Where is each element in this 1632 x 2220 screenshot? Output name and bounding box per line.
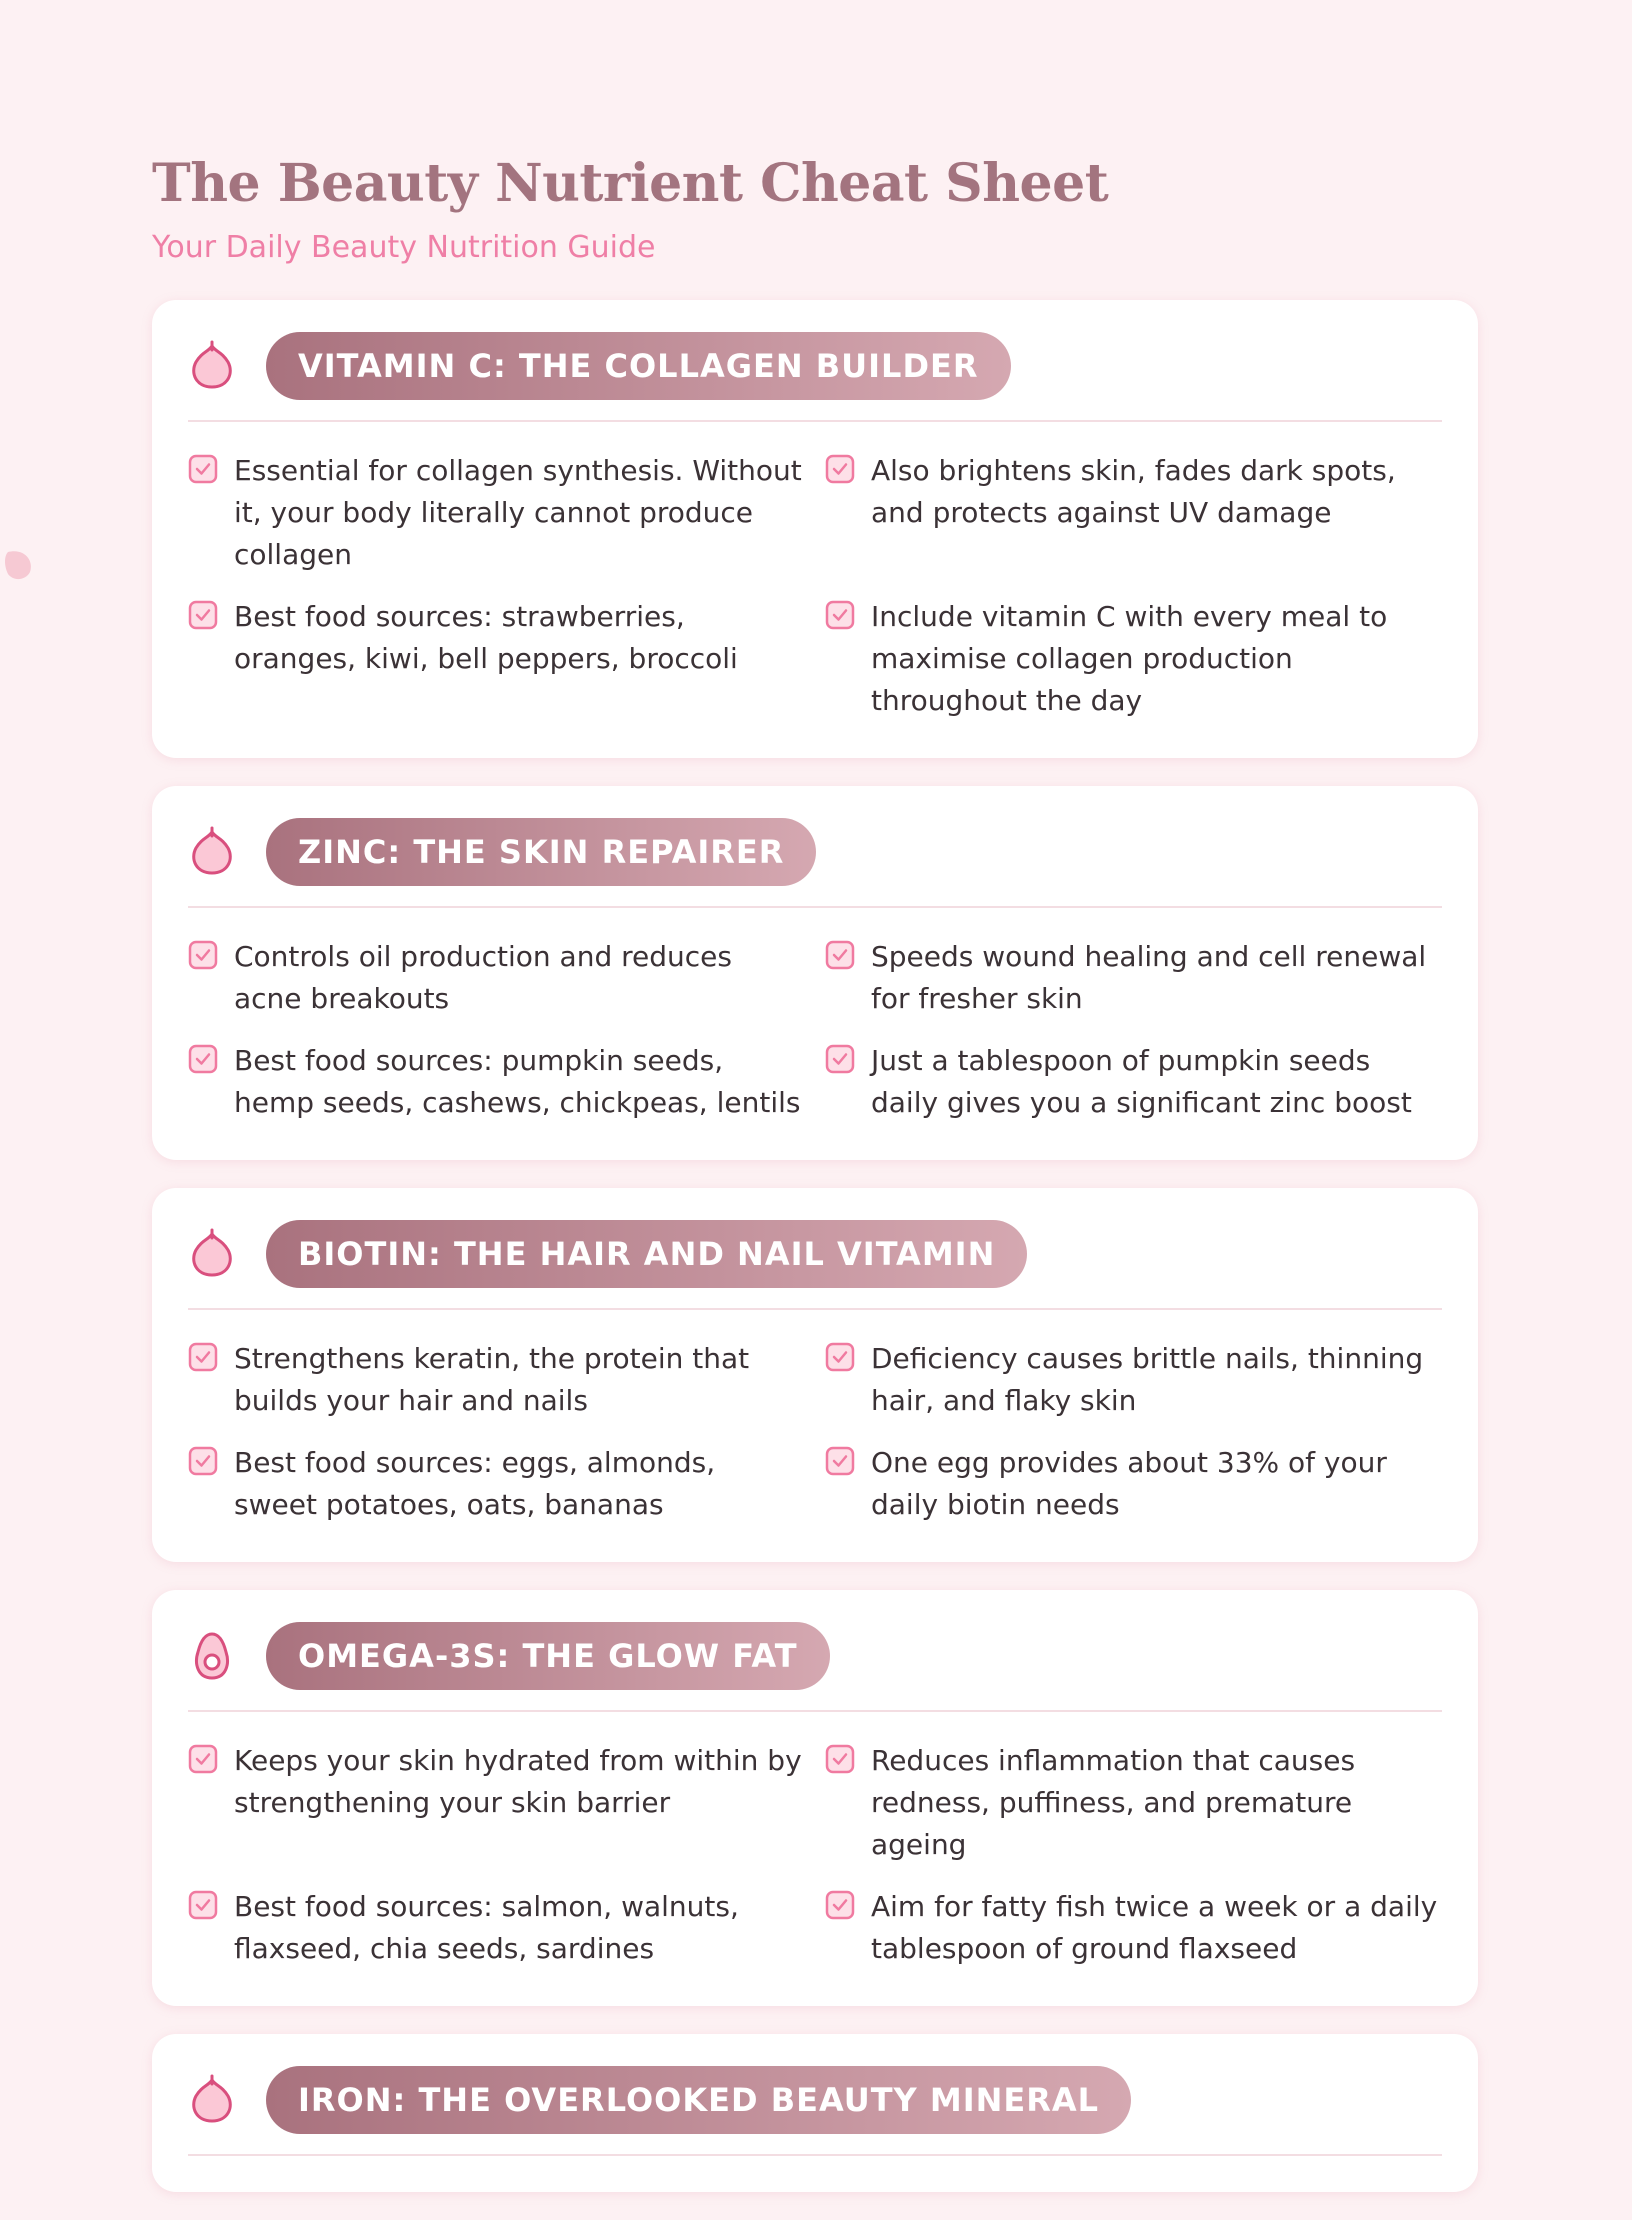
section-items	[188, 450, 1442, 722]
section-header	[188, 2066, 1442, 2156]
list-item-text: Best food sources: pumpkin seeds, hemp seeds, cashews, chickpeas, lentils	[234, 1044, 801, 1119]
checkbox-checked-icon	[825, 1446, 855, 1476]
drop-icon	[188, 340, 236, 392]
list-item	[188, 450, 805, 576]
checkbox-checked-icon	[825, 600, 855, 630]
list-item	[188, 936, 805, 1020]
checkbox-checked-icon	[188, 1890, 218, 1920]
drop-icon	[188, 826, 236, 878]
list-item	[825, 1886, 1442, 1970]
page-title: The Beauty Nutrient Cheat Sheet	[152, 153, 1109, 214]
list-item-text: One egg provides about 33% of your daily biotin needs	[871, 1446, 1387, 1521]
list-item	[188, 1886, 805, 1970]
cheat-sheet	[152, 152, 1478, 2220]
list-item	[825, 936, 1442, 1020]
drop-icon	[188, 2074, 236, 2126]
list-item	[188, 1740, 805, 1866]
checkbox-checked-icon	[188, 940, 218, 970]
section-header	[188, 332, 1442, 422]
section-heading-pill: OMEGA-3S: THE GLOW FAT	[266, 1622, 830, 1690]
section-list	[152, 300, 1478, 2192]
page-subtitle: Your Daily Beauty Nutrition Guide	[152, 230, 656, 265]
drop-icon	[188, 1228, 236, 1280]
list-item-text: Deficiency causes brittle nails, thinning hair, and flaky skin	[871, 1342, 1424, 1417]
checkbox-checked-icon	[188, 454, 218, 484]
section-items	[188, 936, 1442, 1124]
checkbox-checked-icon	[825, 454, 855, 484]
petal-decoration-icon	[4, 548, 34, 582]
checkbox-checked-icon	[825, 1342, 855, 1372]
section-heading-pill: VITAMIN C: THE COLLAGEN BUILDER	[266, 332, 1011, 400]
list-item-text: Essential for collagen synthesis. Without it, your body literally cannot produce collagen	[234, 454, 802, 571]
section-card-biotin	[152, 1188, 1478, 1562]
list-item	[188, 1040, 805, 1124]
list-item	[188, 1442, 805, 1526]
checkbox-checked-icon	[825, 1044, 855, 1074]
avocado-icon	[188, 1630, 236, 1682]
list-item	[825, 596, 1442, 722]
list-item-text: Best food sources: eggs, almonds, sweet potatoes, oats, bananas	[234, 1446, 716, 1521]
list-item-text: Reduces inflammation that causes redness, puffiness, and premature ageing	[871, 1744, 1356, 1861]
checkbox-checked-icon	[188, 1744, 218, 1774]
list-item	[825, 1740, 1442, 1866]
section-heading-pill: IRON: THE OVERLOOKED BEAUTY MINERAL	[266, 2066, 1131, 2134]
section-card-iron	[152, 2034, 1478, 2192]
checkbox-checked-icon	[188, 600, 218, 630]
section-items	[188, 1740, 1442, 1970]
list-item	[188, 596, 805, 722]
list-item	[825, 450, 1442, 576]
section-card-vitamin-c	[152, 300, 1478, 758]
list-item-text: Speeds wound healing and cell renewal for fresher skin	[871, 940, 1427, 1015]
section-header	[188, 1622, 1442, 1712]
section-heading-pill: ZINC: THE SKIN REPAIRER	[266, 818, 816, 886]
list-item-text: Aim for fatty fish twice a week or a daily tablespoon of ground flaxseed	[871, 1890, 1438, 1965]
section-heading-pill: BIOTIN: THE HAIR AND NAIL VITAMIN	[266, 1220, 1027, 1288]
list-item-text: Controls oil production and reduces acne breakouts	[234, 940, 732, 1015]
list-item	[825, 1442, 1442, 1526]
list-item-text: Strengthens keratin, the protein that builds your hair and nails	[234, 1342, 750, 1417]
section-header	[188, 1220, 1442, 1310]
list-item-text: Just a tablespoon of pumpkin seeds daily gives you a significant zinc boost	[871, 1044, 1412, 1119]
checkbox-checked-icon	[825, 1890, 855, 1920]
section-card-omega-3s	[152, 1590, 1478, 2006]
list-item-text: Best food sources: strawberries, oranges, kiwi, bell peppers, broccoli	[234, 600, 738, 675]
section-items	[188, 1338, 1442, 1526]
list-item-text: Include vitamin C with every meal to maximise collagen production throughout the day	[871, 600, 1388, 717]
list-item	[188, 1338, 805, 1422]
checkbox-checked-icon	[188, 1342, 218, 1372]
checkbox-checked-icon	[825, 940, 855, 970]
list-item-text: Keeps your skin hydrated from within by strengthening your skin barrier	[234, 1744, 802, 1819]
section-card-zinc	[152, 786, 1478, 1160]
checkbox-checked-icon	[825, 1744, 855, 1774]
section-header	[188, 818, 1442, 908]
list-item	[825, 1040, 1442, 1124]
list-item-text: Also brightens skin, fades dark spots, and protects against UV damage	[871, 454, 1396, 529]
list-item	[825, 1338, 1442, 1422]
checkbox-checked-icon	[188, 1446, 218, 1476]
list-item-text: Best food sources: salmon, walnuts, flaxseed, chia seeds, sardines	[234, 1890, 739, 1965]
checkbox-checked-icon	[188, 1044, 218, 1074]
